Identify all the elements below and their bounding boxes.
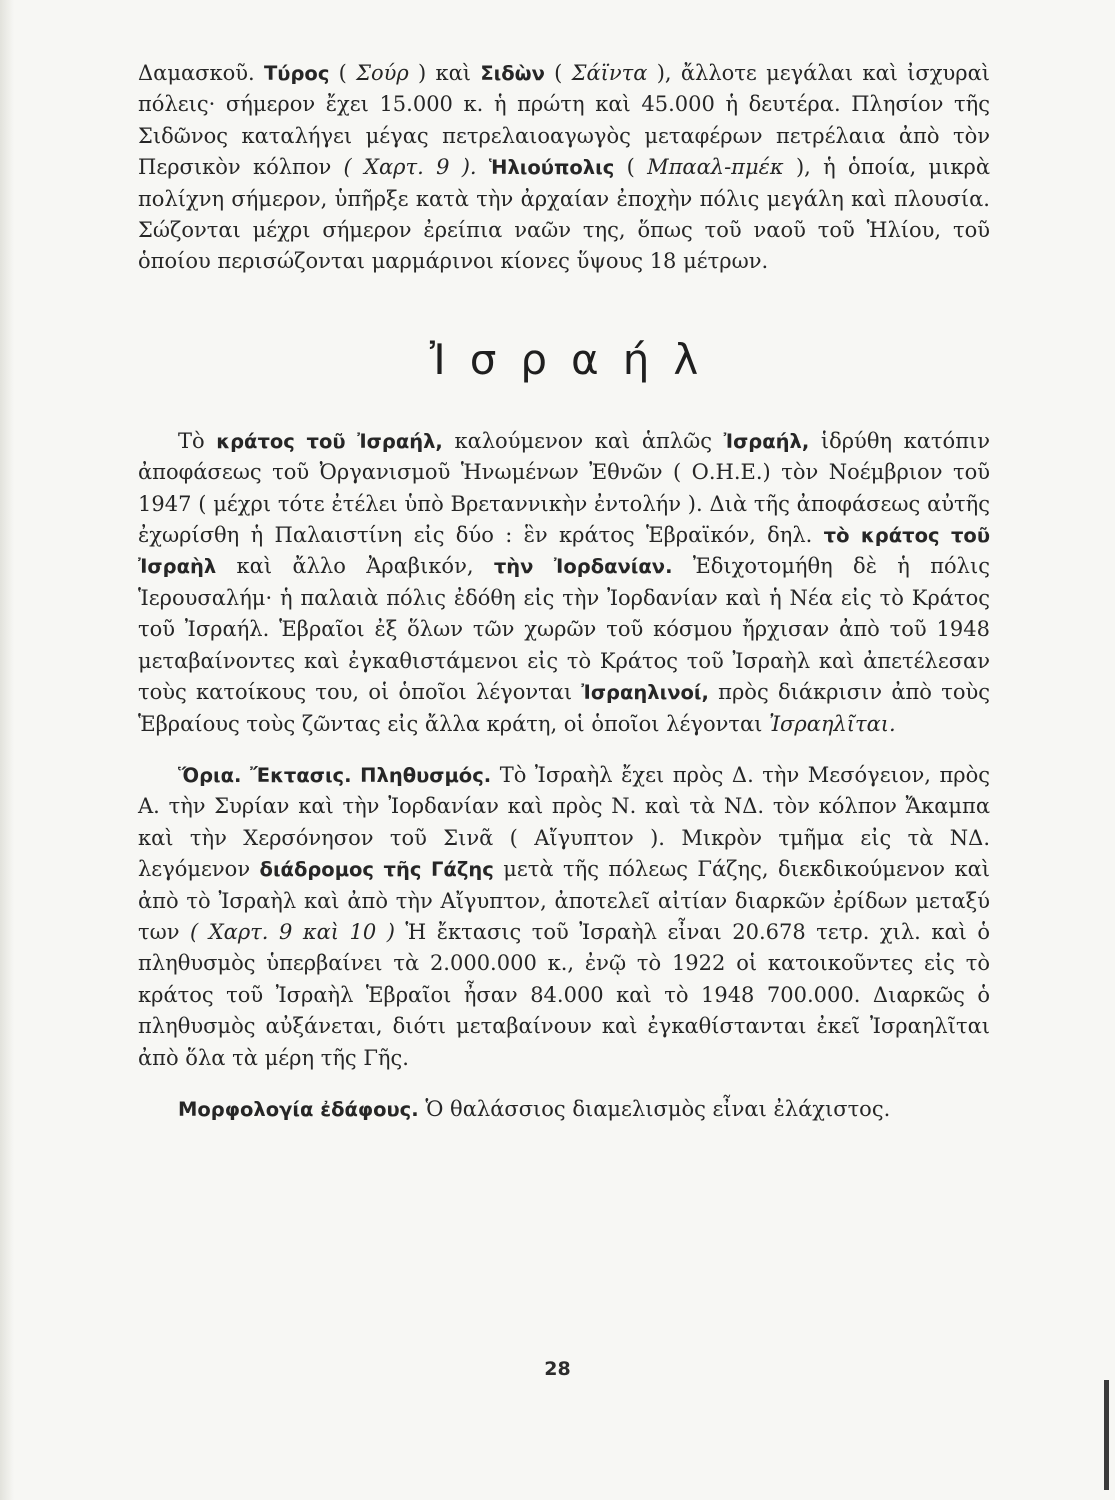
text-span: Ἡ ἔκτασις τοῦ Ἰσραὴλ εἶναι 20.678 τετρ. χιλ. καὶ ὁ πληθυσμὸς ὑπερβαίνει τὰ 2.000.000 κ., ἐνῷ τὸ 1922 οἱ κατοικοῦντες εἰς τὸ κράτος τοῦ Ἰσραὴλ Ἑβραῖοι ἦσαν 84.000 καὶ τὸ 1948 700.000. Διαρκῶς ὁ πληθυσμὸς αὐξάνεται, διότι μεταβαίνουν καὶ ἐγκαθίστανται ἐκεῖ Ἰσραηλῖται ἀπὸ ὅλα τὰ μέρη τῆς Γῆς.: [138, 919, 990, 1070]
italic-term: Μπααλ-πμέκ: [647, 155, 784, 180]
text-span: ἱδρύθη κατόπιν ἀποφάσεως τοῦ Ὀργανισμοῦ Ἡνωμένων Ἐθνῶν ( Ο.Η.Ε.) τὸν Νοέμβριον τοῦ 1947 ( μέχρι τότε ἐτέλει ὑπὸ Βρεταννικὴν ἐντολήν ). Διὰ τῆς ἀποφάσεως αὐτῆς ἐχωρίσθη ἡ Παλαιστίνη εἰς δύο : ἓν κράτος Ἑβραϊκόν, δηλ.: [138, 428, 990, 548]
text-span: Τὸ Ἰσραὴλ ἔχει πρὸς Δ. τὴν Μεσόγειον, πρὸς Α. τὴν Συρίαν καὶ τὴν Ἰορδανίαν καὶ πρὸς Ν. καὶ τὰ ΝΔ. τὸν κόλπον Ἄκαμπα καὶ τὴν Χερσόνησον τοῦ Σινᾶ ( Αἴγυπτον ). Μικρὸν τμῆμα εἰς τὰ ΝΔ. λεγόμενον: [138, 762, 990, 882]
text-span: καὶ ἄλλο Ἀραβικόν,: [216, 554, 494, 579]
bold-term: Ἰσραηλινοί,: [581, 681, 709, 705]
text-span: Τὸ: [178, 428, 217, 453]
italic-term: Σάϊντα: [571, 61, 648, 85]
scan-edge-mark: [1104, 1380, 1109, 1490]
bold-term: Ἰσραήλ,: [723, 429, 810, 453]
map-reference: ( Χαρτ. 9 ).: [343, 155, 477, 180]
text-span: ) καὶ: [408, 61, 481, 85]
text-span: Ὁ θαλάσσιος διαμελισμὸς εἶναι ἐλάχιστος.: [418, 1096, 891, 1121]
text-span: Δαμασκοῦ.: [138, 61, 264, 85]
text-span: (: [614, 155, 648, 180]
text-span: (: [544, 61, 572, 85]
section-heading: Ἰσραήλ: [429, 334, 723, 384]
subsection-title: Μορφολογία ἐδάφους.: [178, 1097, 419, 1121]
bold-term: Σιδὼν: [480, 62, 545, 85]
bold-term: κράτος τοῦ Ἰσραήλ,: [216, 429, 443, 453]
paragraph-gap: [138, 1074, 990, 1094]
text-span: καλούμενον καὶ ἁπλῶς: [442, 428, 724, 453]
text-column: [138, 58, 990, 1125]
paragraph-borders: [138, 760, 990, 1074]
paragraph-israel-state: [138, 426, 990, 740]
subsection-title: Ὅρια. Ἔκτασις. Πληθυσμός.: [178, 763, 492, 787]
italic-term: Ἰσραηλῖται.: [769, 711, 896, 736]
paragraph-gap: [138, 740, 990, 760]
bold-term: διάδρομος τῆς Γάζης: [259, 858, 494, 882]
text-span: (: [329, 61, 357, 85]
bold-term: Τύρος: [264, 62, 330, 85]
map-reference: ( Χαρτ. 9 καὶ 10 ): [190, 919, 395, 944]
bold-term: τὴν Ἰορδανίαν.: [493, 555, 673, 579]
page-edge-shadow: [0, 0, 14, 1500]
text-span: μετὰ τῆς πόλεως Γάζης, διεκδικούμενον καὶ ἀπὸ τὸ Ἰσραὴλ καὶ ἀπὸ τὴν Αἴγυπτον, ἀποτελεῖ αἰτίαν διαρκῶν ἐρίδων μεταξύ των: [138, 857, 990, 944]
text-span: πρὸς διάκρισιν ἀπὸ τοὺς Ἑβραίους τοὺς ζῶντας εἰς ἄλλα κράτη, οἱ ὁποῖοι λέγονται: [138, 680, 990, 736]
text-span: Ἐδιχοτομήθη δὲ ἡ πόλις Ἱερουσαλήμ· ἡ παλαιὰ πόλις ἐδόθη εἰς τὴν Ἰορδανίαν καὶ ἡ Νέα εἰς τὸ Κράτος τοῦ Ἰσραήλ. Ἑβραῖοι ἐξ ὅλων τῶν χωρῶν τοῦ κόσμου ἤρχισαν ἀπὸ τοῦ 1948 μεταβαίνοντες καὶ ἐγκαθιστάμενοι εἰς τὸ Κράτος τοῦ Ἰσραὴλ καὶ ἀπετέλεσαν τοὺς κατοίκους του, οἱ ὁποῖοι λέγονται: [138, 554, 990, 705]
page-number: 28: [544, 1358, 571, 1380]
bold-term: Ἡλιούπολις: [488, 156, 615, 180]
paragraph-damascus: [138, 58, 990, 278]
italic-term: Σούρ: [356, 61, 409, 85]
text-span: ), ἄλλοτε μεγάλαι καὶ ἰσχυραὶ πόλεις· σήμερον ἔχει 15.000 κ. ἡ πρώτη καὶ 45.000 ἡ δευτέρα. Πλησίον τῆς Σιδῶνος καταλήγει μέγας πετρελαιοαγωγὸς μεταφέρων πετρέλαια ἀπὸ τὸν Περσικὸν κόλπον: [138, 61, 990, 180]
text-span: [477, 155, 489, 179]
text-span: ), ἡ ὁποία, μικρὰ πολίχνη σήμερον, ὑπῆρξε κατὰ τὴν ἀρχαίαν ἐποχὴν πόλις μεγάλη καὶ πλουσία. Σώζονται μέχρι σήμερον ἐρείπια ναῶν της, ὅπως τοῦ ναοῦ τοῦ Ἡλίου, τοῦ ὁποίου περισώζονται μαρμάρινοι κίονες ὕψους 18 μέτρων.: [138, 155, 991, 274]
bold-term: τὸ κράτος τοῦ Ἰσραὴλ: [138, 524, 990, 579]
paragraph-morphology: [138, 1094, 990, 1125]
